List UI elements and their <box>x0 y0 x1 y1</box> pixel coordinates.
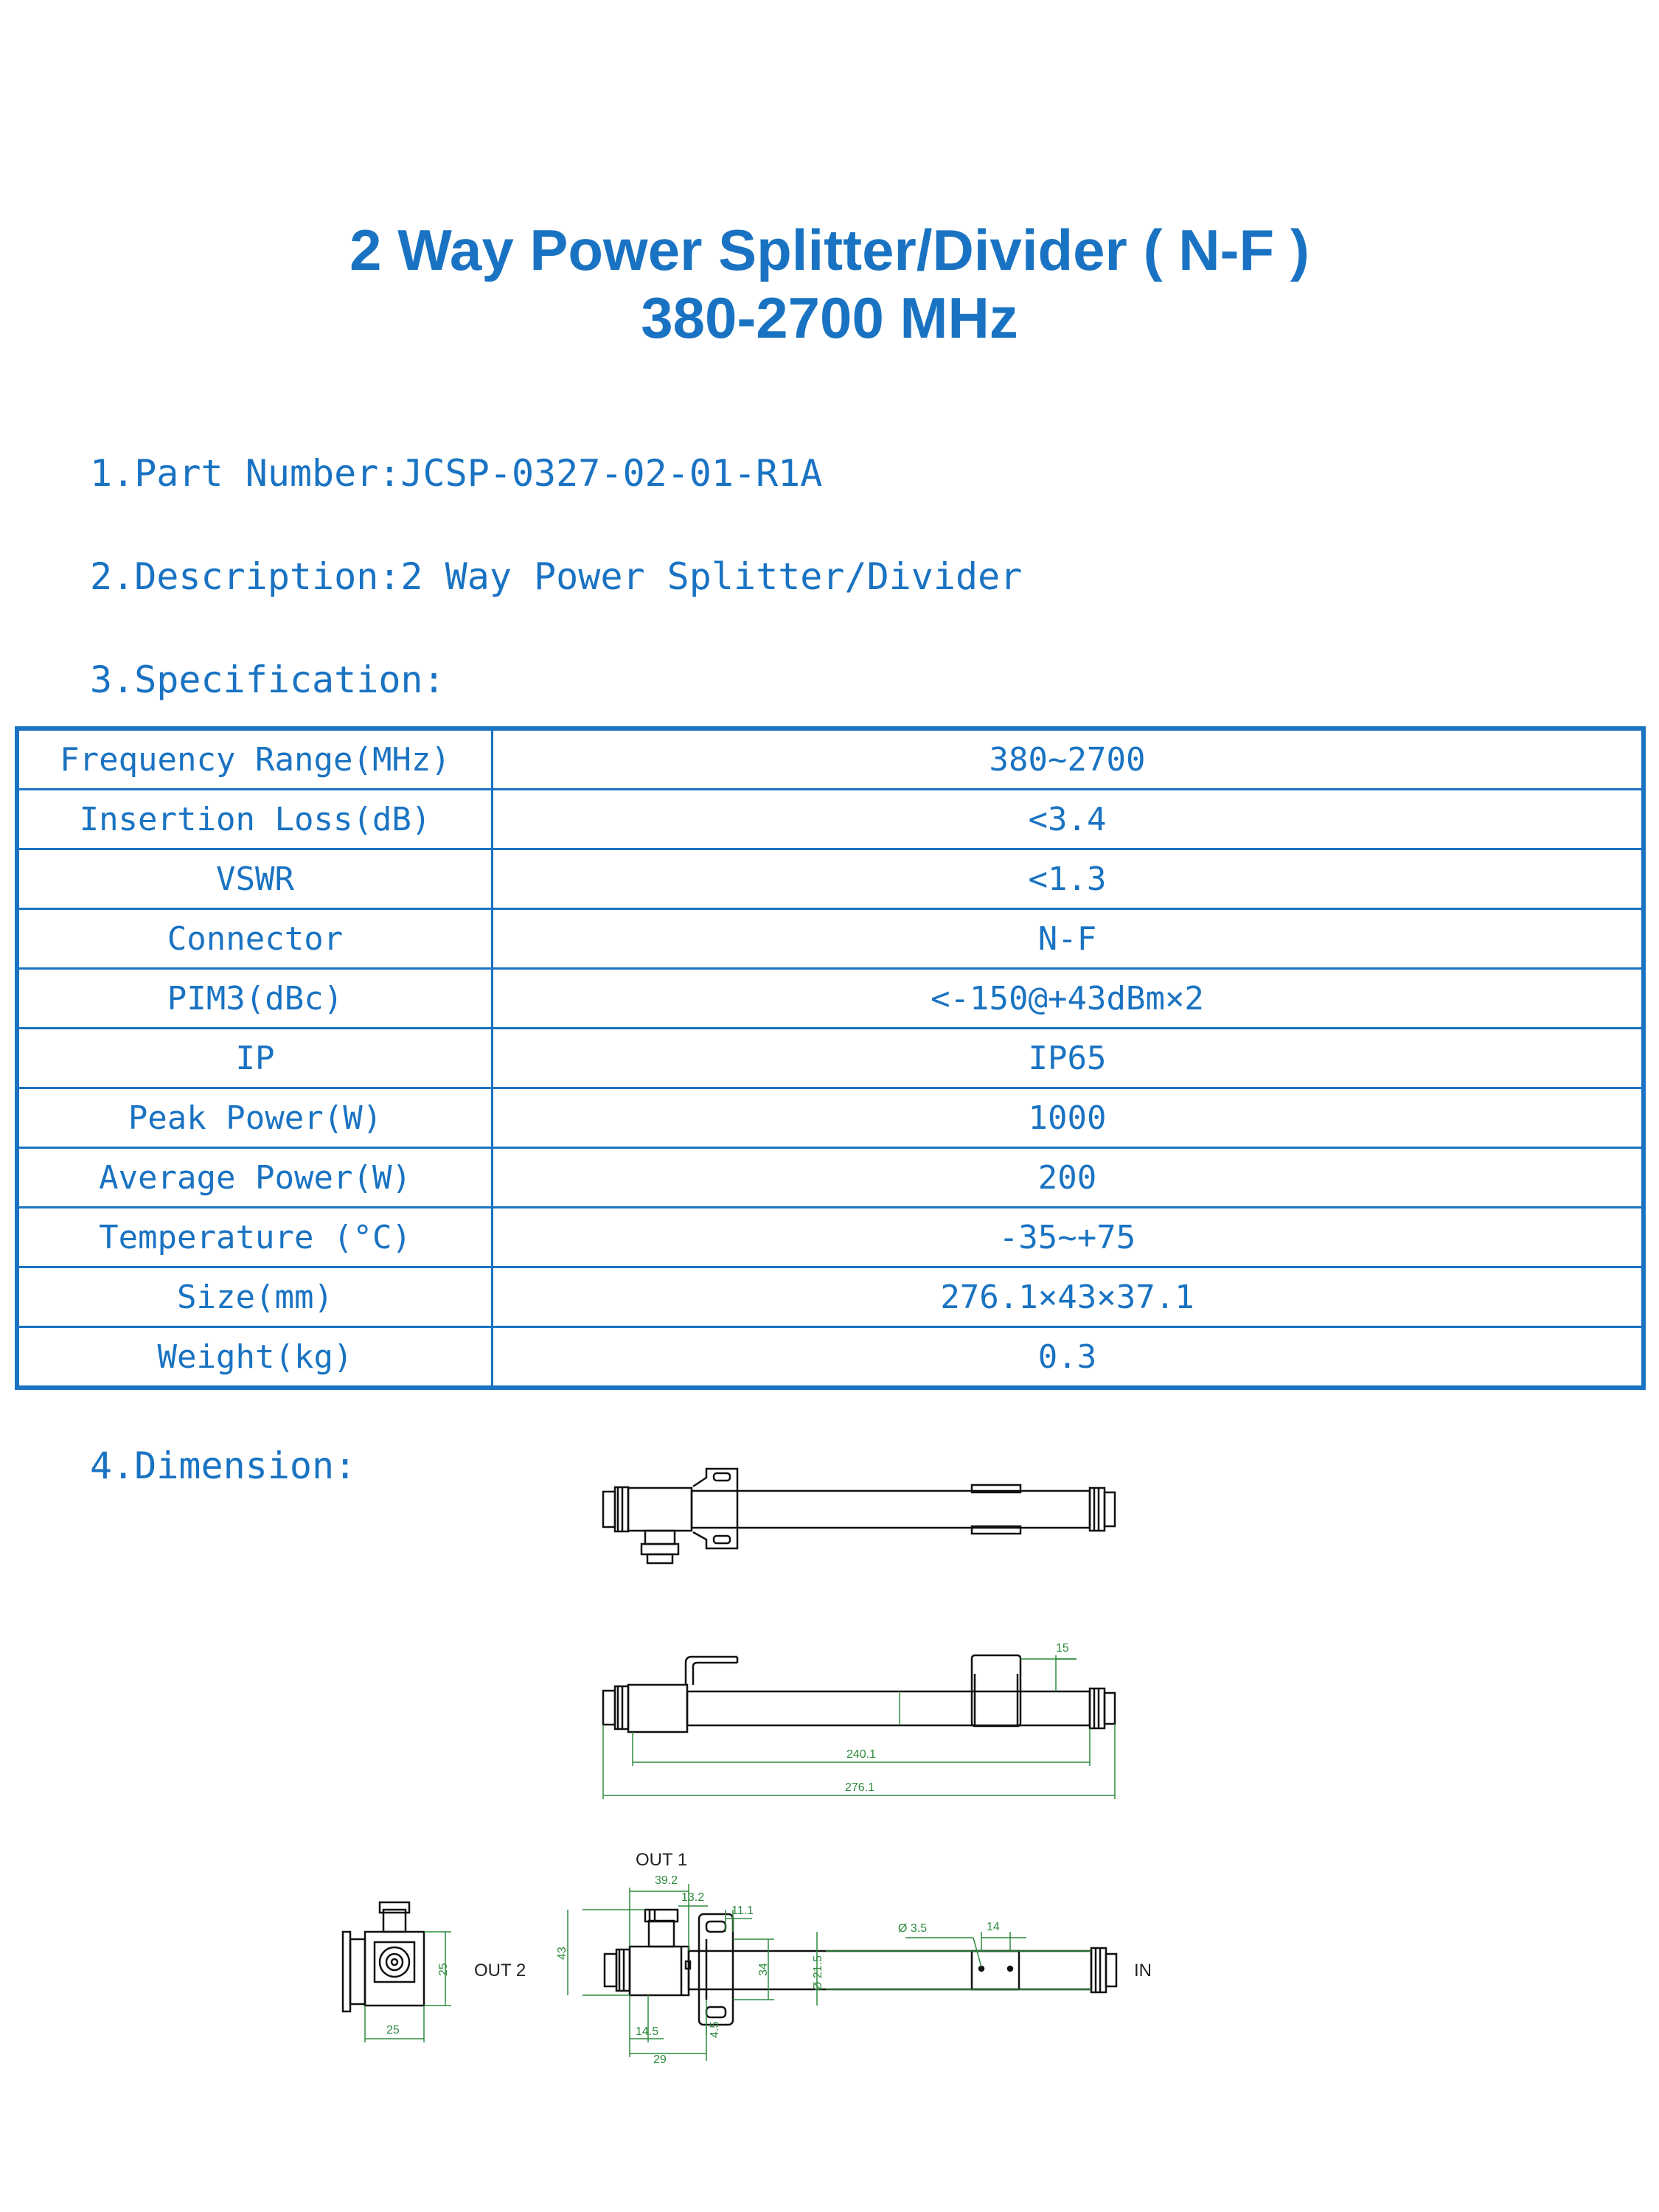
spec-label: Insertion Loss(dB) <box>17 790 493 849</box>
spec-value: N-F <box>493 909 1644 969</box>
dim-3-5: Ø 3.5 <box>898 1922 928 1935</box>
side-view <box>603 1655 1115 1732</box>
dim-25-side: 25 <box>437 1963 450 1976</box>
dim-4-5: 4.5 <box>709 2021 721 2038</box>
part-number: 1.Part Number:JCSP-0327-02-01-R1A <box>90 452 823 495</box>
title-line-2: 380-2700 MHz <box>641 285 1018 350</box>
spec-value: IP65 <box>493 1029 1644 1088</box>
spec-value: <1.3 <box>493 849 1644 909</box>
dim-13-2: 13.2 <box>681 1891 705 1904</box>
specification-heading: 3.Specification: <box>90 658 445 701</box>
dim-14: 14 <box>987 1921 1000 1933</box>
dim-14-5: 14.5 <box>636 2025 659 2038</box>
dim-34: 34 <box>757 1963 770 1976</box>
end-view <box>343 1902 424 2011</box>
spec-value: -35~+75 <box>493 1208 1644 1267</box>
spec-value: 0.3 <box>493 1327 1644 1388</box>
spec-label: Weight(kg) <box>17 1327 493 1388</box>
dim-25-bottom: 25 <box>386 2024 400 2037</box>
dim-21-5: Ø 21.5 <box>812 1955 824 1991</box>
side-view-dimensions <box>603 1655 1115 1799</box>
description: 2.Description:2 Way Power Splitter/Divider <box>90 555 1023 598</box>
dimension-heading: 4.Dimension: <box>90 1444 357 1487</box>
dim-29: 29 <box>653 2053 667 2066</box>
dim-39-2: 39.2 <box>655 1874 678 1887</box>
spec-value: <3.4 <box>493 790 1644 849</box>
spec-value: 200 <box>493 1148 1644 1208</box>
dim-43: 43 <box>556 1947 568 1960</box>
dim-11-1: 11.1 <box>731 1905 754 1917</box>
spec-label: Connector <box>17 909 493 969</box>
spec-value: 1000 <box>493 1088 1644 1148</box>
dim-240: 240.1 <box>846 1748 877 1761</box>
spec-label: Temperature (°C) <box>17 1208 493 1267</box>
spec-label: IP <box>17 1029 493 1088</box>
dim-276: 276.1 <box>845 1781 875 1794</box>
title-line-1: 2 Way Power Splitter/Divider ( N-F ) <box>349 218 1310 282</box>
spec-label: Average Power(W) <box>17 1148 493 1208</box>
spec-value: 380~2700 <box>493 728 1644 790</box>
dim-15: 15 <box>1056 1642 1069 1655</box>
label-in: IN <box>1134 1961 1152 1980</box>
spec-value: <-150@+43dBm×2 <box>493 969 1644 1029</box>
front-view <box>605 1910 1116 2025</box>
spec-label: VSWR <box>17 849 493 909</box>
spec-value: 276.1×43×37.1 <box>493 1267 1644 1327</box>
label-out1: OUT 1 <box>636 1850 688 1870</box>
spec-label: PIM3(dBc) <box>17 969 493 1029</box>
end-view-dimensions <box>365 1932 451 2042</box>
spec-label: Frequency Range(MHz) <box>17 728 493 790</box>
label-out2: OUT 2 <box>474 1961 526 1980</box>
top-view <box>603 1469 1115 1563</box>
spec-label: Size(mm) <box>17 1267 493 1327</box>
spec-label: Peak Power(W) <box>17 1088 493 1148</box>
